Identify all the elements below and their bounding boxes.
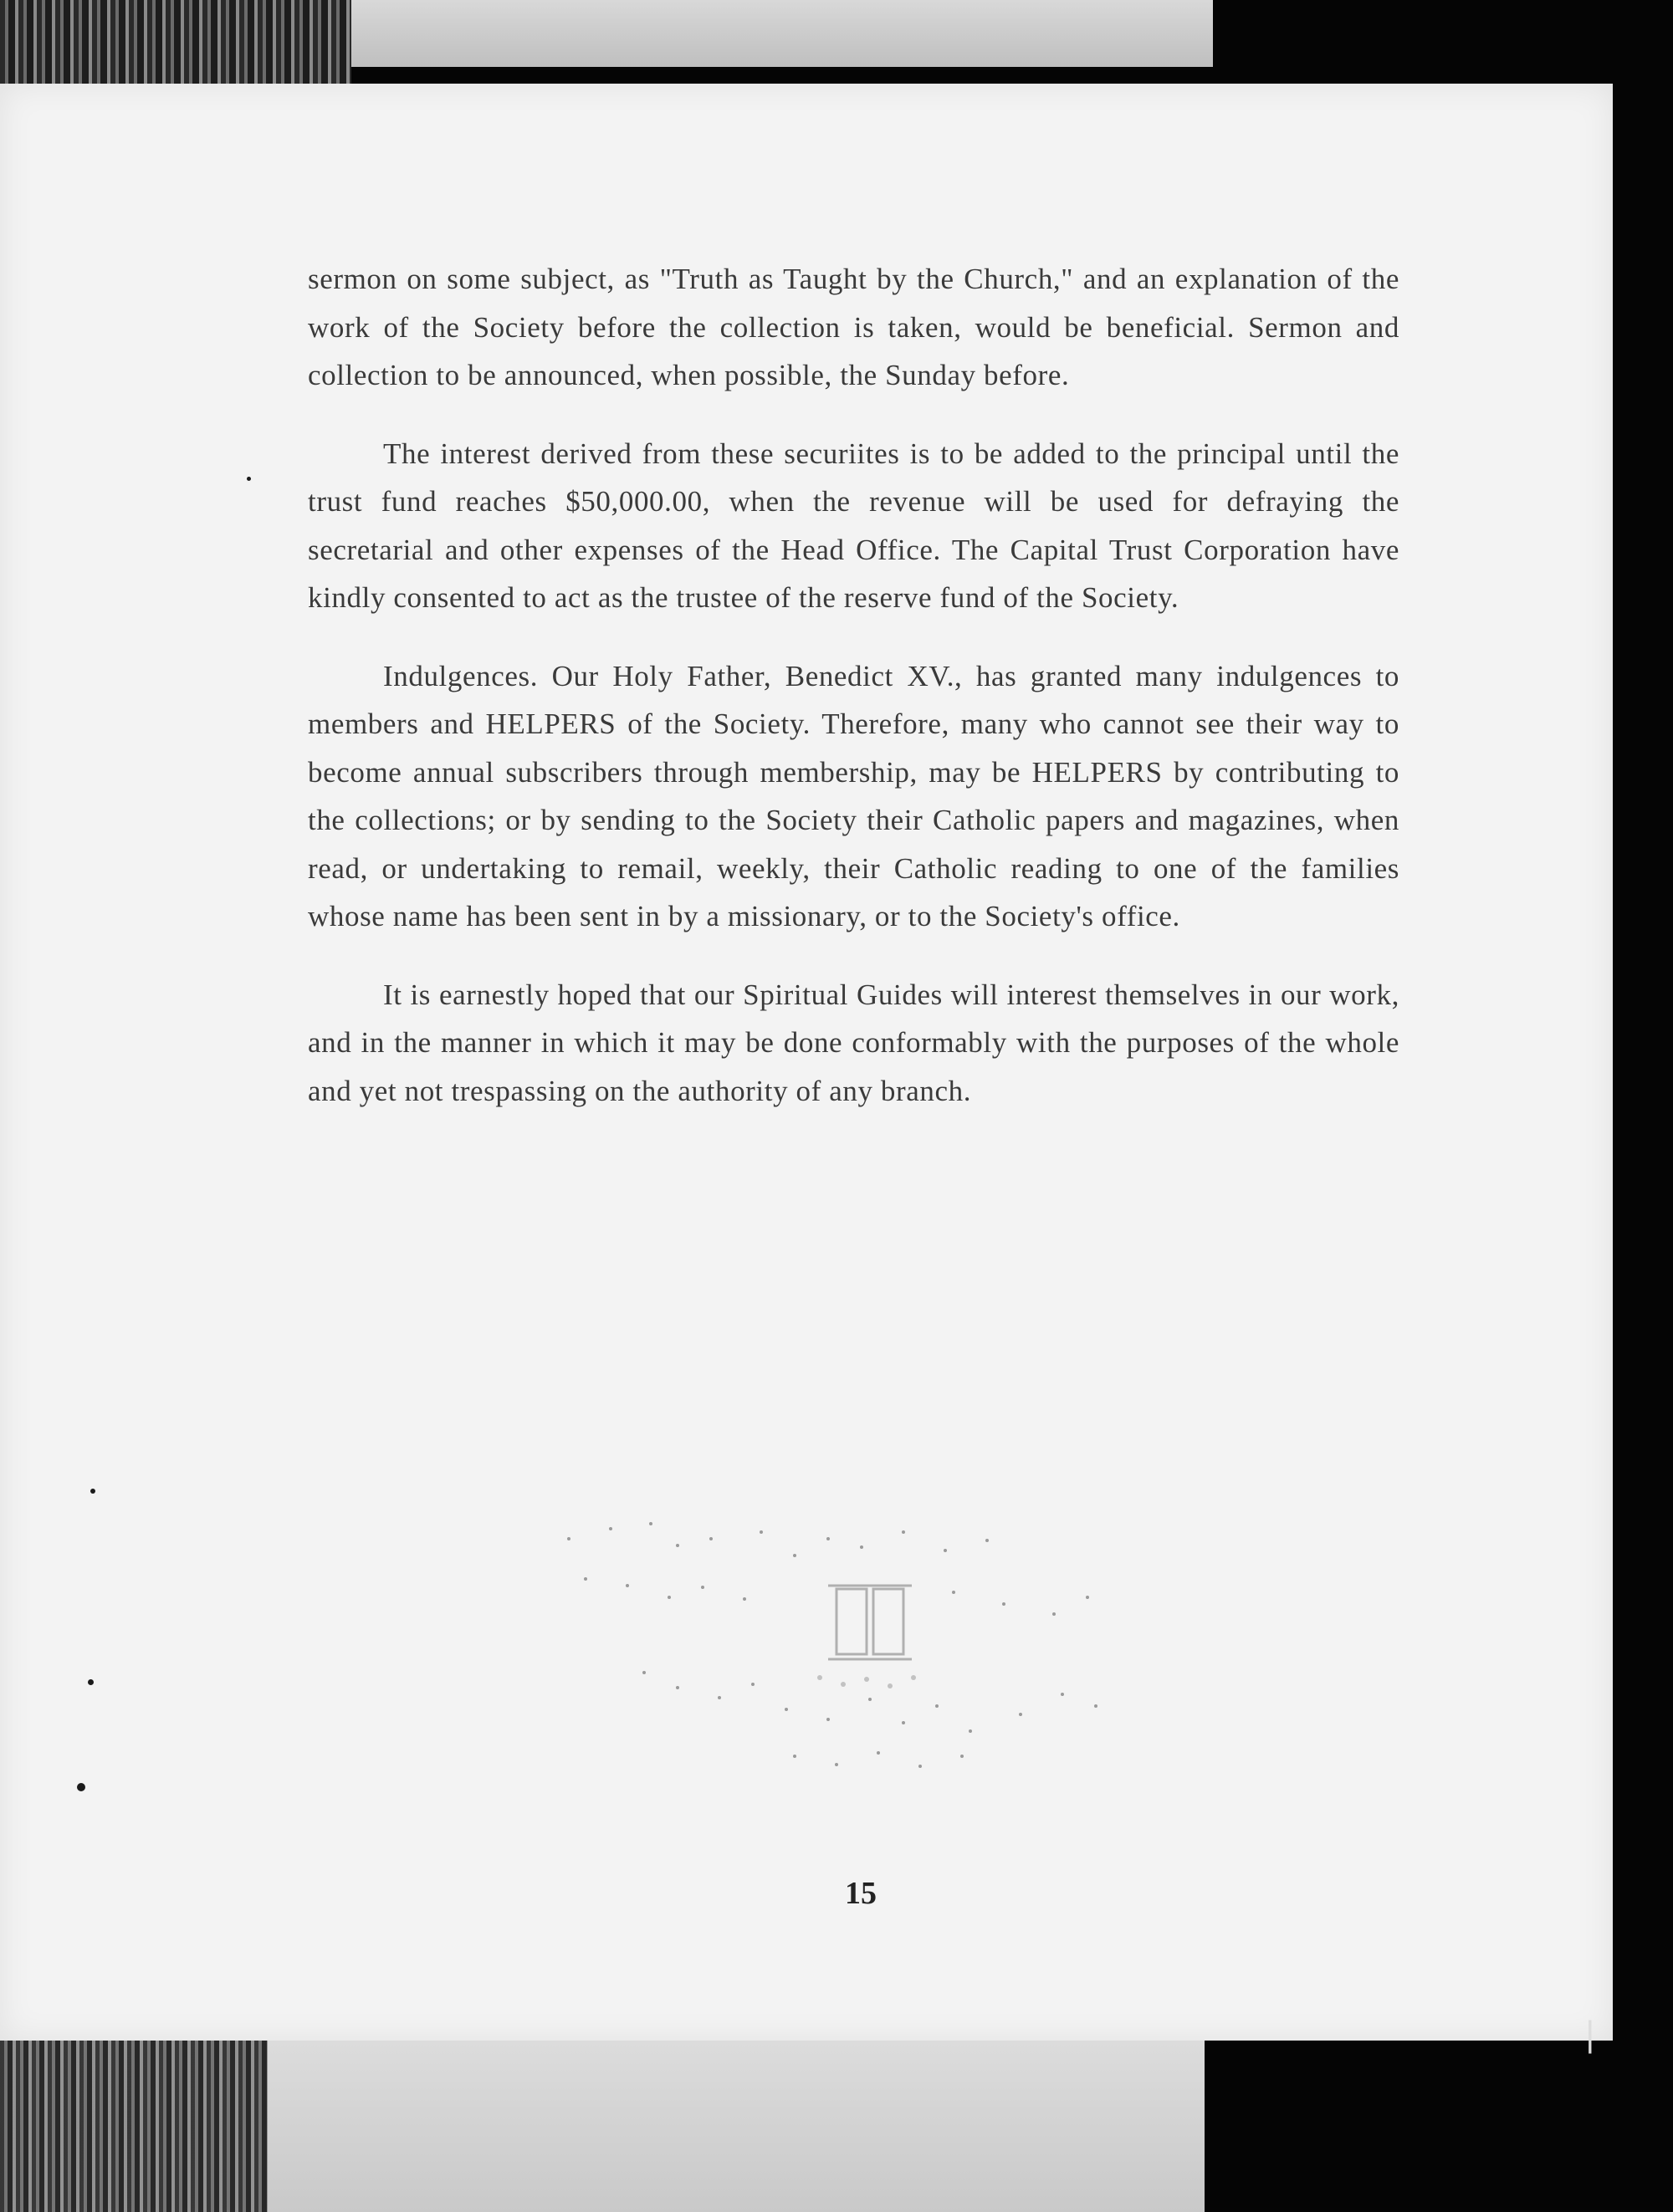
paragraph-spiritual-guides: It is earnestly hoped that our Spiritual Guides will interest themselves in our work, and in the manner in which it may be done conformably with the purposes of the whole and yet not trespassing on the authority of any branch. — [308, 978, 1399, 1107]
paragraph-sermon: sermon on some subject, as "Truth as Taught by the Church," and an explanation of the work of the Society before the collection is taken, would be beneficial. Sermon and collection to be announced, when possible, the Sunday before. — [308, 263, 1399, 391]
paragraph-indulgences: Indulgences. Our Holy Father, Benedict XV., has granted many indulgences to members and HELPERS of the Society. Therefore, many who cannot see their way to become annual subscribers through membership, may be HELPERS by contributing to the collections; or by sending to the Society their Catholic papers and magazines, when read, or undertaking to remail, weekly, their Catholic reading to one of the families whose name has been sent in by a missionary, or to the Society's office. — [308, 659, 1399, 932]
body-text — [308, 255, 1399, 1145]
margin-speck — [88, 1679, 94, 1685]
margin-speck — [77, 1783, 85, 1791]
scan-border-top — [351, 0, 1213, 67]
printer-ornament — [552, 1505, 1154, 1790]
margin-speck — [247, 477, 251, 481]
page-number: 15 — [845, 1876, 877, 1911]
margin-speck — [90, 1489, 95, 1494]
scan-mark-icon: ❘ — [1576, 2015, 1604, 2054]
paragraph-interest: The interest derived from these securiites is to be added to the principal until the trust fund reaches $50,000.00, when the revenue will be used for defraying the secretarial and other expenses of the Head Office. The Capital Trust Corporation have kindly consented to act as the trustee of the reserve fund of the Society. — [308, 437, 1399, 614]
scan-border-bottom — [268, 2041, 1205, 2212]
document-page — [0, 84, 1613, 2041]
